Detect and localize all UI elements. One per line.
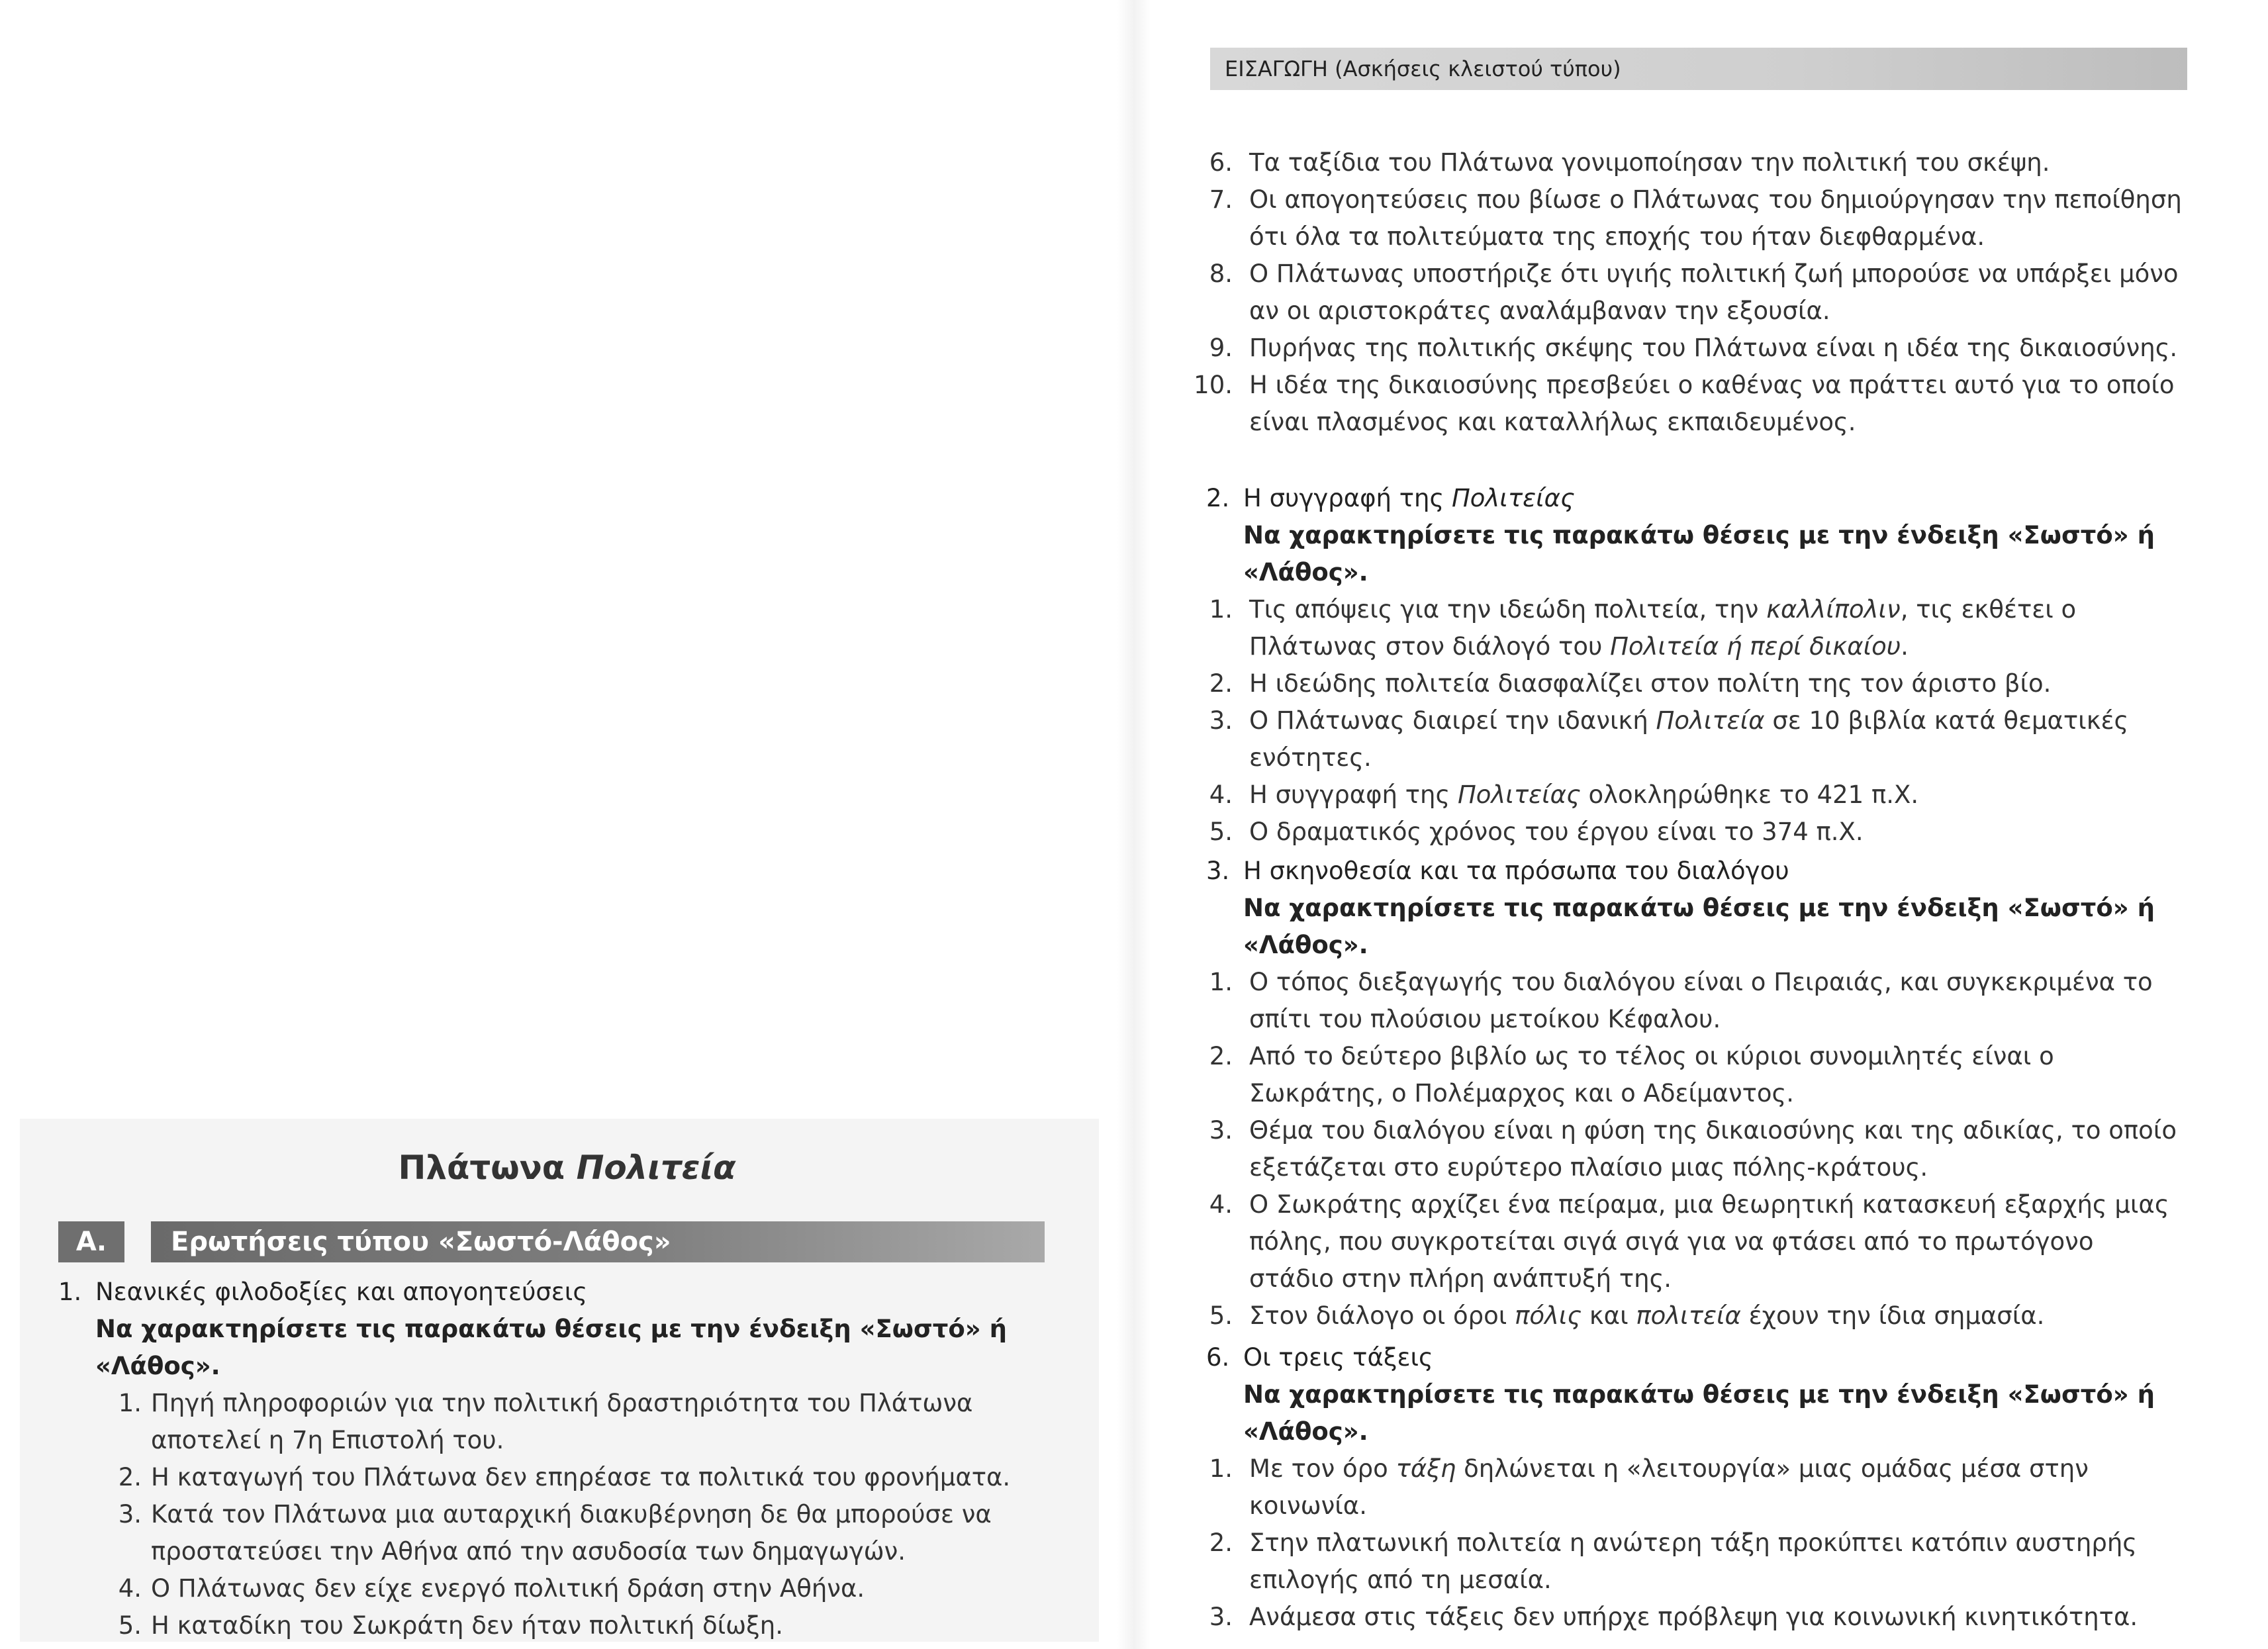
list-item [1180,1186,2186,1297]
item-text: Πηγή πληροφοριών για την πολιτική δραστηριότητα του Πλάτωνα αποτελεί η 7η Επιστολή του. [151,1389,973,1454]
group-number: 6. [1206,1343,1230,1372]
item-number: 4. [118,1574,142,1603]
item-text: σε 10 βιβλία κατά θεματικές ενότητες. [1249,706,2129,772]
group-number: 2. [1206,484,1230,512]
group-instruction: Να χαρακτηρίσετε τις παρακάτω θέσεις με την ένδειξη «Σωστό» ή «Λάθος». [1243,1380,2155,1446]
list-item [1180,181,2186,256]
list-item [1180,665,2186,702]
book-gutter [1117,0,1151,1649]
group-heading [1206,1339,2186,1376]
list-item [58,1570,1051,1607]
list-item [1180,777,2186,814]
book-title-author: Πλάτωνα [398,1149,565,1187]
statement-list [58,1385,1051,1644]
item-number: 1. [1209,968,1233,996]
group-number: 3. [1206,857,1230,885]
group-heading [1206,480,2186,517]
group-title: Νεανικές φιλοδοξίες και απογοητεύσεις [95,1278,588,1306]
list-item [1180,1112,2186,1186]
list-item [1180,1450,2186,1525]
item-text-italic: Πολιτείας [1457,780,1581,809]
item-text-italic: τάξη [1395,1454,1456,1483]
list-item [1180,1525,2186,1599]
statement-list [1180,591,2186,851]
group-instruction: Να χαρακτηρίσετε τις παρακάτω θέσεις με την ένδειξη «Σωστό» ή «Λάθος». [1243,894,2155,959]
exercise-group-2 [1206,480,2186,851]
group-heading [58,1274,1051,1311]
group-title-italic: Πολιτείας [1451,484,1575,512]
list-item [1180,702,2186,777]
list-item [1180,330,2186,367]
exercise-group-3 [1206,853,2186,1335]
item-number: 2. [1209,1042,1233,1070]
item-text: και [1582,1301,1636,1330]
list-item [58,1385,1051,1459]
item-number: 5. [1209,1301,1233,1330]
item-text-italic: Πολιτεία ή περί δικαίου [1610,632,1901,661]
item-text: Η καταγωγή του Πλάτωνα δεν επηρέασε τα πολιτικά του φρονήματα. [151,1463,1011,1491]
item-text-italic: πόλις [1515,1301,1582,1330]
item-text: Κατά τον Πλάτωνα μια αυταρχική διακυβέρνηση δε θα μπορούσε να προστατεύσει την Αθήνα από την ασυδοσία των δημαγωγών. [151,1500,992,1566]
group-instruction: Να χαρακτηρίσετε τις παρακάτω θέσεις με την ένδειξη «Σωστό» ή «Λάθος». [1243,521,2155,587]
item-number: 2. [1209,669,1233,698]
item-text: Οι απογοητεύσεις που βίωσε ο Πλάτωνας του δημιούργησαν την πεποίθηση ότι όλα τα πολιτεύματα της εποχής του ήταν διεφθαρμένα. [1249,185,2182,251]
item-text: Από το δεύτερο βιβλίο ως το τέλος οι κύριοι συνομιλητές είναι ο Σωκράτης, ο Πολέμαρχος και ο Αδείμαντος. [1249,1042,2054,1107]
item-number: 1. [1209,595,1233,624]
item-number: 10. [1194,371,1233,399]
section-letter: Α. [58,1221,124,1262]
list-item [1180,367,2186,441]
list-item [58,1459,1051,1496]
group-title: Οι τρεις τάξεις [1243,1343,1433,1372]
item-number: 3. [118,1500,142,1529]
item-text: Τις απόψεις για την ιδεώδη πολιτεία, την [1249,595,1767,624]
item-text: Η συγγραφή της [1249,780,1458,809]
item-number: 1. [1209,1454,1233,1483]
statement-list [1180,1450,2186,1636]
item-text: Ο Πλάτωνας υποστήριζε ότι υγιής πολιτική ζωή μπορούσε να υπάρξει μόνο αν οι αριστοκράτες αναλάμβαναν την εξουσία. [1249,259,2179,325]
list-item [1180,144,2186,181]
list-item [1180,256,2186,330]
list-item [58,1607,1051,1644]
section-bar [58,1221,1045,1262]
group-title: Η σκηνοθεσία και τα πρόσωπα του διαλόγου [1243,857,1789,885]
list-item [58,1496,1051,1570]
item-text: Ο δραματικός χρόνος του έργου είναι το 374 π.Χ. [1249,818,1864,846]
item-text: Στον διάλογο οι όροι [1249,1301,1515,1330]
item-text: δηλώνεται η «λειτουργία» μιας ομάδας μέσα στην κοινωνία. [1249,1454,2089,1520]
group-instruction: Να χαρακτηρίσετε τις παρακάτω θέσεις με την ένδειξη «Σωστό» ή «Λάθος». [95,1315,1007,1380]
item-number: 3. [1209,1603,1233,1631]
item-text: Ο Σωκράτης αρχίζει ένα πείραμα, μια θεωρητική κατασκευή εξαρχής μιας πόλης, που συγκροτείται σιγά σιγά για να φτάσει από το πρωτόγονο στάδιο στην πλήρη ανάπτυξή της. [1249,1190,2169,1293]
item-number: 2. [118,1463,142,1491]
item-number: 7. [1209,185,1233,214]
item-number: 3. [1209,706,1233,735]
item-text: έχουν την ίδια σημασία. [1740,1301,2045,1330]
list-item [1180,1599,2186,1636]
book-title [0,1149,1134,1187]
group-number: 1. [58,1278,82,1306]
section-title: Ερωτήσεις τύπου «Σωστό-Λάθος» [151,1221,1045,1262]
item-text: Η ιδέα της δικαιοσύνης πρεσβεύει ο καθένας να πράττει αυτό για το οποίο είναι πλασμένος και καταλλήλως εκπαιδευμένος. [1249,371,2175,436]
list-item [1180,964,2186,1038]
item-number: 4. [1209,1190,1233,1219]
item-text: Ο Πλάτωνας διαιρεί την ιδανική [1249,706,1656,735]
item-number: 1. [118,1389,142,1417]
exercise-group-1 [58,1274,1051,1644]
list-item [1180,591,2186,665]
item-number: 6. [1209,148,1233,177]
book-title-work: Πολιτεία [576,1149,736,1187]
item-text: Με τον όρο [1249,1454,1396,1483]
item-text: Η ιδεώδης πολιτεία διασφαλίζει στον πολίτη της τον άριστο βίο. [1249,669,2052,698]
item-text: Θέμα του διαλόγου είναι η φύση της δικαιοσύνης και της αδικίας, το οποίο εξετάζεται στο ευρύτερο πλαίσιο μιας πόλης-κράτους. [1249,1116,2177,1182]
item-text: , τις εκθέτει ο Πλάτωνας στον διάλογό του [1249,595,2077,661]
item-text: . [1901,632,1909,661]
group-title: Η συγγραφή της [1243,484,1452,512]
group-heading [1206,853,2186,890]
list-item [1180,814,2186,851]
item-text: Ανάμεσα στις τάξεις δεν υπήρχε πρόβλεψη για κοινωνική κινητικότητα. [1249,1603,2138,1631]
item-text: Στην πλατωνική πολιτεία η ανώτερη τάξη προκύπτει κατόπιν αυστηρής επιλογής από τη μεσαία. [1249,1529,2137,1594]
statement-list [1180,964,2186,1335]
item-text: ολοκληρώθηκε το 421 π.Χ. [1580,780,1919,809]
item-number: 4. [1209,780,1233,809]
running-header: ΕΙΣΑΓΩΓΗ (Ασκήσεις κλειστού τύπου) [1210,48,2187,90]
item-text: Η καταδίκη του Σωκράτη δεν ήταν πολιτική δίωξη. [151,1611,783,1640]
item-text-italic: πολιτεία [1636,1301,1741,1330]
item-text-italic: Πολιτεία [1656,706,1765,735]
statement-list [1180,144,2186,441]
item-text: Πυρήνας της πολιτικής σκέψης του Πλάτωνα είναι η ιδέα της δικαιοσύνης. [1249,334,2178,362]
item-number: 8. [1209,259,1233,288]
item-text: Ο τόπος διεξαγωγής του διαλόγου είναι ο Πειραιάς, και συγκεκριμένα το σπίτι του πλούσιου μετοίκου Κέφαλου. [1249,968,2153,1033]
item-text-italic: καλλίπολιν [1766,595,1901,624]
item-number: 5. [1209,818,1233,846]
item-number: 3. [1209,1116,1233,1145]
item-number: 9. [1209,334,1233,362]
list-item [1180,1038,2186,1112]
exercise-group-6 [1206,1339,2186,1636]
item-text: Τα ταξίδια του Πλάτωνα γονιμοποίησαν την πολιτική του σκέψη. [1249,148,2050,177]
item-text: Ο Πλάτωνας δεν είχε ενεργό πολιτική δράση στην Αθήνα. [151,1574,865,1603]
item-number: 5. [118,1611,142,1640]
list-item [1180,1297,2186,1335]
item-number: 2. [1209,1529,1233,1557]
group-1-continued [1180,144,2186,441]
